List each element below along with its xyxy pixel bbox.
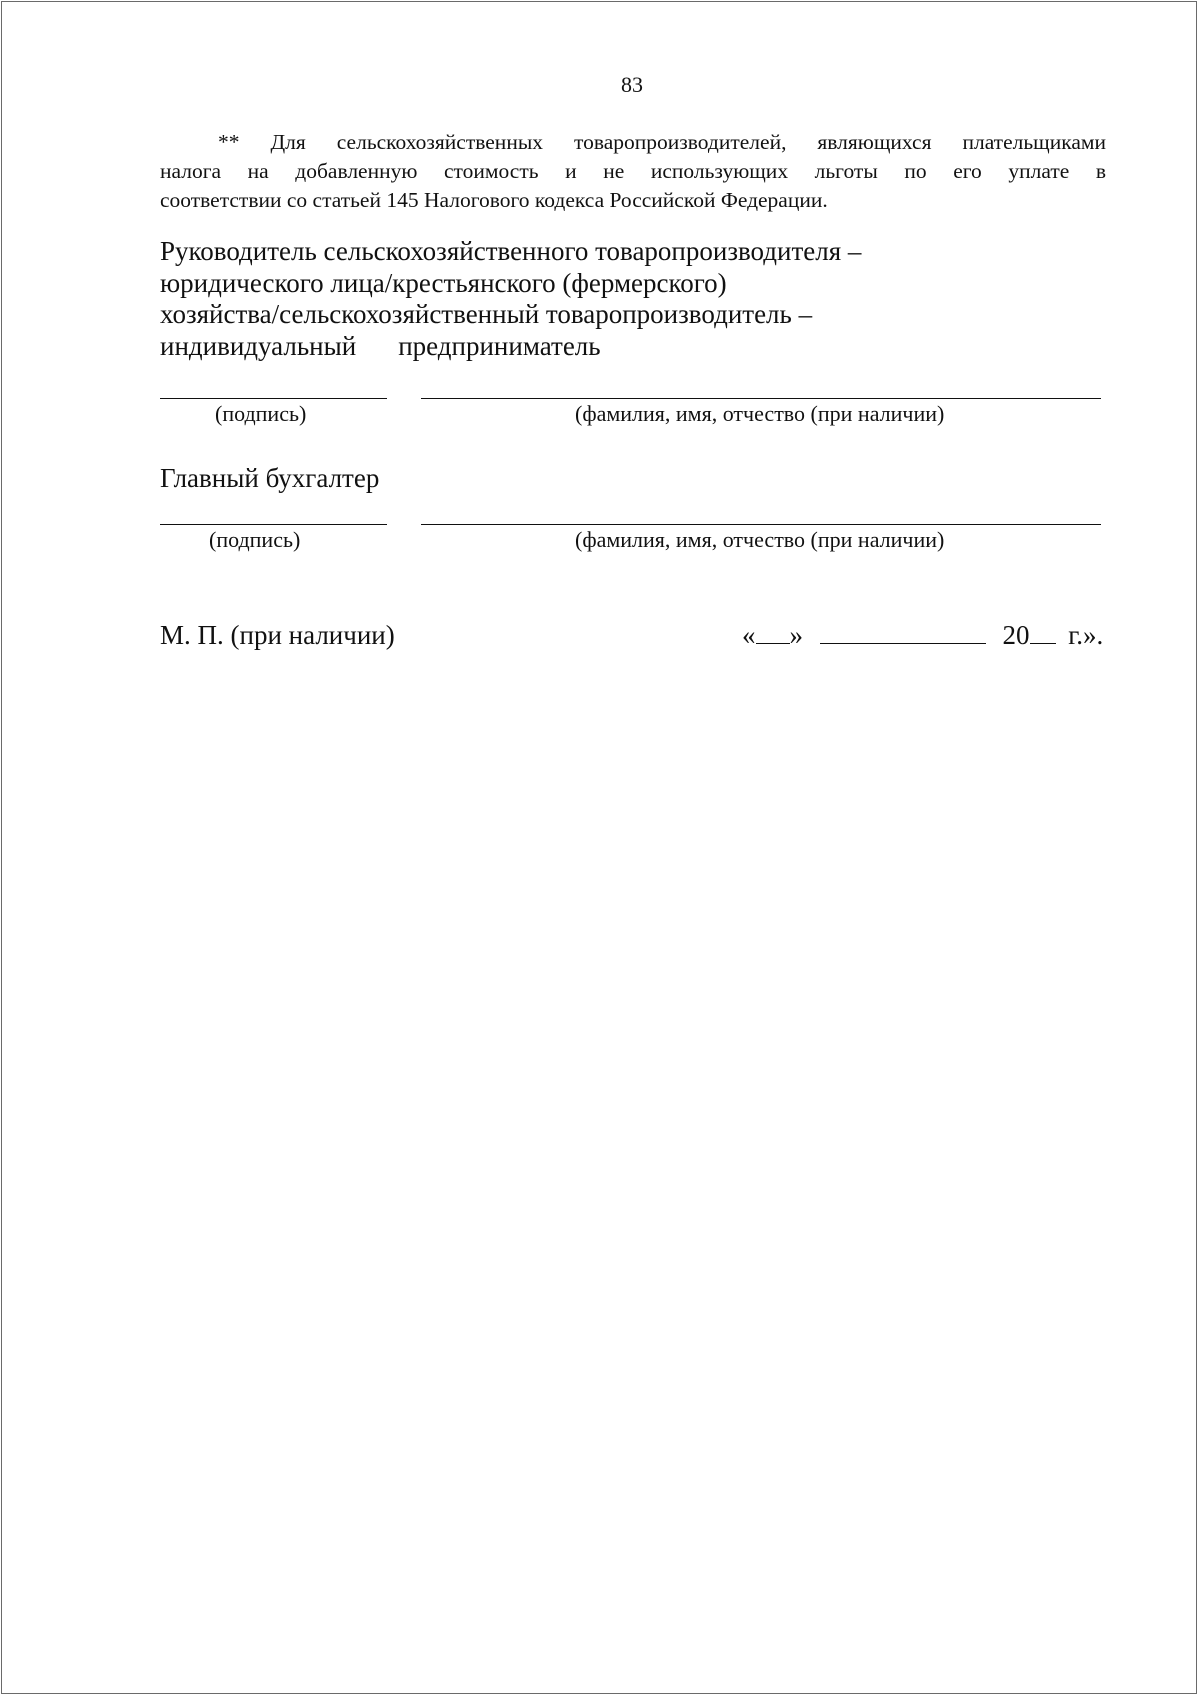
day-blank[interactable] — [756, 621, 790, 644]
month-blank[interactable] — [820, 621, 986, 644]
year-blank[interactable] — [1030, 621, 1056, 644]
signatory-title — [160, 236, 861, 362]
accountant-signature-line[interactable] — [160, 524, 387, 525]
signatory-name-line[interactable] — [421, 398, 1101, 399]
page-number: 83 — [621, 72, 643, 97]
footnote-line-1: ** Для сельскохозяйственных товаропроизводителей, являющихся плательщиками — [218, 130, 1106, 154]
signatory-title-word-2: предприниматель — [398, 330, 601, 361]
signatory-title-line-3: хозяйства/сельскохозяйственный товаропроизводитель – — [160, 299, 813, 329]
signatory-name-caption: (фамилия, имя, отчество (при наличии) — [575, 401, 945, 426]
date-suffix: г.». — [1068, 620, 1104, 650]
year-prefix: 20 — [1002, 620, 1030, 650]
accountant-name-caption: (фамилия, имя, отчество (при наличии) — [575, 527, 945, 552]
date-open-quote: « — [742, 620, 756, 650]
signatory-signature-caption: (подпись) — [215, 401, 307, 426]
accountant-name-line[interactable] — [421, 524, 1101, 525]
date-field — [742, 620, 1103, 651]
signatory-title-word-1: индивидуальный — [160, 330, 357, 361]
footnote — [160, 128, 1106, 215]
date-close-quote: » — [789, 620, 803, 650]
signatory-title-line-2: юридического лица/крестьянского (фермерского) — [160, 267, 727, 298]
footnote-line-2: налога на добавленную стоимость и не использующих льготы по его уплате в — [160, 159, 1106, 183]
signatory-title-line-4 — [160, 331, 861, 363]
chief-accountant-title: Главный бухгалтер — [160, 463, 380, 493]
stamp-label: М. П. (при наличии) — [160, 620, 395, 650]
signatory-signature-line[interactable] — [160, 398, 387, 399]
accountant-signature-caption: (подпись) — [209, 527, 301, 552]
signatory-title-line-1: Руководитель сельскохозяйственного товаропроизводителя – — [160, 236, 862, 266]
footnote-line-3: соответствии со статьей 145 Налогового кодекса Российской Федерации. — [160, 188, 828, 212]
